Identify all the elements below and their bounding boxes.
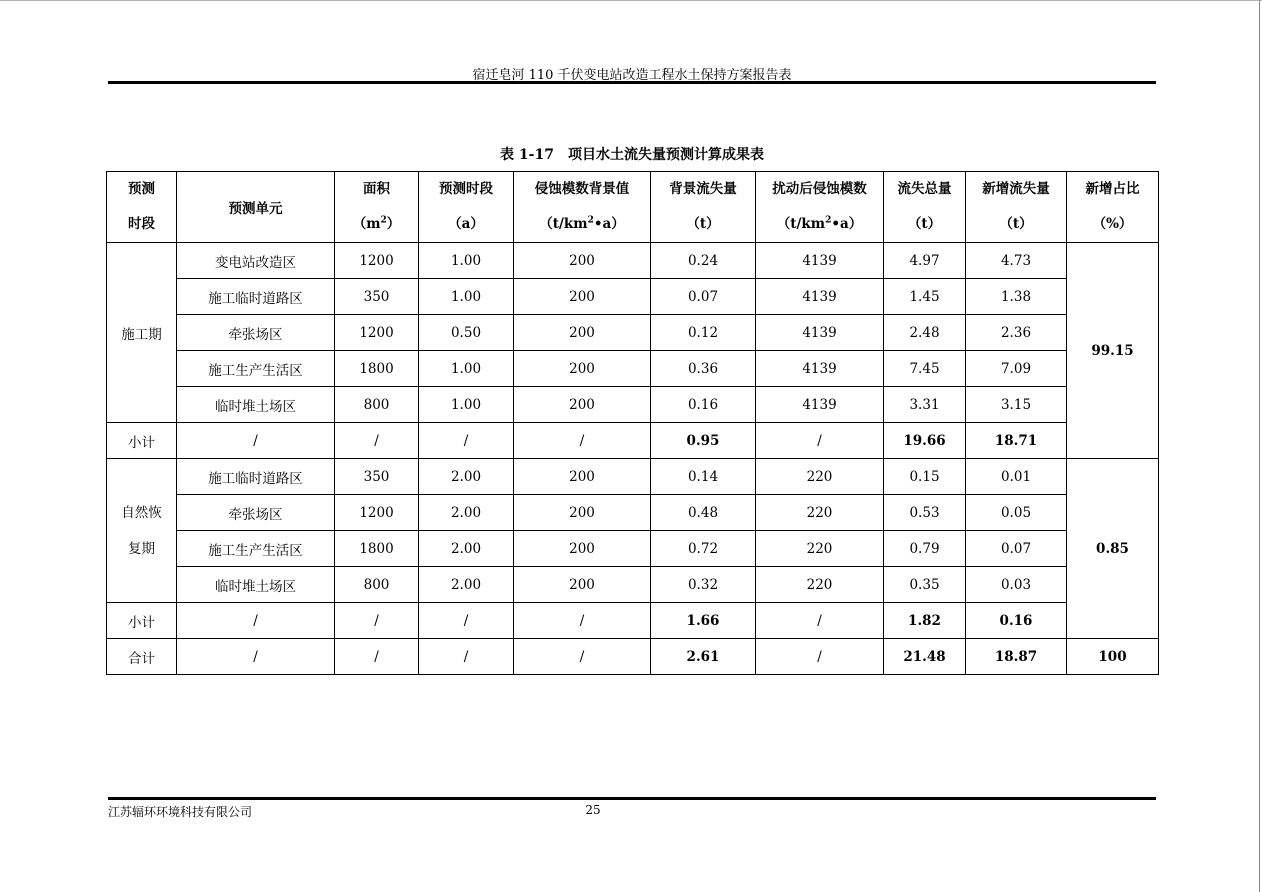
cell-area: 350 [335,279,419,315]
cell-bg-modulus: 200 [514,387,651,423]
cell-bg-modulus: 200 [514,567,651,603]
cell-bg-loss: 0.36 [651,351,756,387]
table-row [107,315,1159,351]
cell-duration: 2.00 [419,495,514,531]
cell-area: 1800 [335,351,419,387]
cell-total-loss: 7.45 [884,351,966,387]
cell-total-loss: 0.53 [884,495,966,531]
table-row [107,531,1159,567]
cell-bg-modulus: 200 [514,351,651,387]
cell-new-loss: 1.38 [966,279,1067,315]
cell-duration: / [419,603,514,639]
cell-area: 1200 [335,495,419,531]
period-construction: 施工期 [107,243,177,423]
cell-total-loss: 2.48 [884,315,966,351]
table-row [107,279,1159,315]
table-row [107,351,1159,387]
cell-duration: 0.50 [419,315,514,351]
cell-unit: / [177,423,335,459]
cell-total-loss: 3.31 [884,387,966,423]
subtotal-row [107,603,1159,639]
cell-bg-modulus: / [514,603,651,639]
cell-area: / [335,639,419,675]
col-header-dist-modulus: 扰动后侵蚀模数 [756,172,884,208]
cell-new-loss: 4.73 [966,243,1067,279]
cell-bg-loss: 0.72 [651,531,756,567]
cell-dist-modulus: 4139 [756,315,884,351]
col-header-bg-loss: 背景流失量 [651,172,756,208]
cell-bg-modulus: 200 [514,459,651,495]
footer-company: 江苏辐环环境科技有限公司 [108,805,253,819]
cell-bg-modulus: 200 [514,531,651,567]
cell-dist-modulus: 4139 [756,243,884,279]
cell-new-loss: 0.07 [966,531,1067,567]
table-row [107,387,1159,423]
share-construction: 99.15 [1067,243,1159,459]
header-row-1 [107,172,1159,208]
cell-unit: 施工生产生活区 [177,351,335,387]
cell-total-loss: 4.97 [884,243,966,279]
cell-new-loss: 0.05 [966,495,1067,531]
table-row [107,567,1159,603]
cell-unit: 施工临时道路区 [177,459,335,495]
cell-unit: 牵张场区 [177,495,335,531]
cell-bg-loss: 0.07 [651,279,756,315]
cell-bg-loss: 0.16 [651,387,756,423]
col-header-bg-modulus: 侵蚀模数背景值 [514,172,651,208]
soil-loss-prediction-table [106,171,1159,675]
cell-unit: 临时堆土场区 [177,387,335,423]
total-row [107,639,1159,675]
cell-unit: / [177,639,335,675]
cell-bg-modulus: 200 [514,495,651,531]
cell-area: 800 [335,567,419,603]
cell-duration: 2.00 [419,531,514,567]
cell-duration: 2.00 [419,567,514,603]
col-header-share: 新增占比 [1067,172,1159,208]
cell-bg-modulus: / [514,423,651,459]
col-header-area-unit: $(m^2)$ [335,207,419,243]
cell-unit: 牵张场区 [177,315,335,351]
cell-duration: 1.00 [419,351,514,387]
col-header-total-loss: 流失总量 [884,172,966,208]
cell-dist-modulus: / [756,639,884,675]
cell-unit: 临时堆土场区 [177,567,335,603]
cell-duration: 1.00 [419,243,514,279]
cell-bg-loss: 0.14 [651,459,756,495]
cell-total-loss: 19.66 [884,423,966,459]
cell-dist-modulus: 4139 [756,387,884,423]
cell-unit: / [177,603,335,639]
cell-area: / [335,603,419,639]
subtotal-row [107,423,1159,459]
cell-dist-modulus: 220 [756,459,884,495]
cell-dist-modulus: 4139 [756,279,884,315]
col-header-area: 面积 [335,172,419,208]
col-header-share-unit: （%） [1067,207,1159,243]
cell-new-loss: 2.36 [966,315,1067,351]
cell-dist-modulus: / [756,423,884,459]
cell-duration: 1.00 [419,279,514,315]
cell-area: 800 [335,387,419,423]
col-header-period: 预测 [107,172,177,208]
cell-dist-modulus: 220 [756,567,884,603]
cell-area: 1200 [335,315,419,351]
page-top-edge [0,0,1262,1]
cell-duration: 1.00 [419,387,514,423]
cell-duration: / [419,423,514,459]
cell-total-loss: 1.45 [884,279,966,315]
cell-bg-loss: 0.95 [651,423,756,459]
cell-bg-modulus: / [514,639,651,675]
col-header-bg-loss-unit: （t） [651,207,756,243]
cell-total-loss: 0.79 [884,531,966,567]
col-header-total-loss-unit: （t） [884,207,966,243]
cell-new-loss: 18.87 [966,639,1067,675]
table-caption: 表 1-17 项目水土流失量预测计算成果表 [500,147,764,163]
cell-bg-modulus: 200 [514,279,651,315]
cell-total-loss: 0.35 [884,567,966,603]
cell-total-loss: 0.15 [884,459,966,495]
cell-bg-modulus: 200 [514,243,651,279]
cell-bg-loss: 0.24 [651,243,756,279]
cell-dist-modulus: 220 [756,531,884,567]
cell-dist-modulus: 220 [756,495,884,531]
cell-area: 350 [335,459,419,495]
cell-new-loss: 3.15 [966,387,1067,423]
col-header-duration-unit: （a） [419,207,514,243]
col-header-bg-modulus-unit: $(t/km^2•a)$ [514,207,651,243]
col-header-new-loss-unit: （t） [966,207,1067,243]
cell-area: / [335,423,419,459]
table-row [107,459,1159,495]
page-right-edge [1259,0,1260,892]
col-header-unit: 预测单元 [177,172,335,243]
cell-new-loss: 0.03 [966,567,1067,603]
cell-new-loss: 0.16 [966,603,1067,639]
col-header-new-loss: 新增流失量 [966,172,1067,208]
cell-total-loss: 21.48 [884,639,966,675]
share-natural-recovery: 0.85 [1067,459,1159,639]
cell-area: 1200 [335,243,419,279]
cell-bg-loss: 2.61 [651,639,756,675]
cell-share: 100 [1067,639,1159,675]
cell-bg-loss: 0.48 [651,495,756,531]
table-row [107,243,1159,279]
cell-unit: 变电站改造区 [177,243,335,279]
cell-dist-modulus: / [756,603,884,639]
cell-bg-modulus: 200 [514,315,651,351]
cell-area: 1800 [335,531,419,567]
col-header-dist-modulus-unit: $(t/km^2•a)$ [756,207,884,243]
cell-unit: 施工生产生活区 [177,531,335,567]
table-row [107,495,1159,531]
cell-duration: / [419,639,514,675]
period-natural-recovery: 自然恢 复期 [107,459,177,603]
cell-new-loss: 7.09 [966,351,1067,387]
header-rule [108,81,1156,84]
footer-rule [108,797,1156,800]
cell-new-loss: 18.71 [966,423,1067,459]
cell-unit: 施工临时道路区 [177,279,335,315]
cell-duration: 2.00 [419,459,514,495]
cell-bg-loss: 1.66 [651,603,756,639]
document-header-title: 宿迁皂河 110 千伏变电站改造工程水土保持方案报告表 [472,68,792,83]
cell-dist-modulus: 4139 [756,351,884,387]
cell-total-loss: 1.82 [884,603,966,639]
cell-new-loss: 0.01 [966,459,1067,495]
subtotal-label: 小计 [107,603,177,639]
cell-bg-loss: 0.12 [651,315,756,351]
col-header-period-line2: 时段 [107,207,177,243]
subtotal-label: 小计 [107,423,177,459]
cell-bg-loss: 0.32 [651,567,756,603]
col-header-duration: 预测时段 [419,172,514,208]
page-number: 25 [585,803,601,817]
total-label: 合计 [107,639,177,675]
